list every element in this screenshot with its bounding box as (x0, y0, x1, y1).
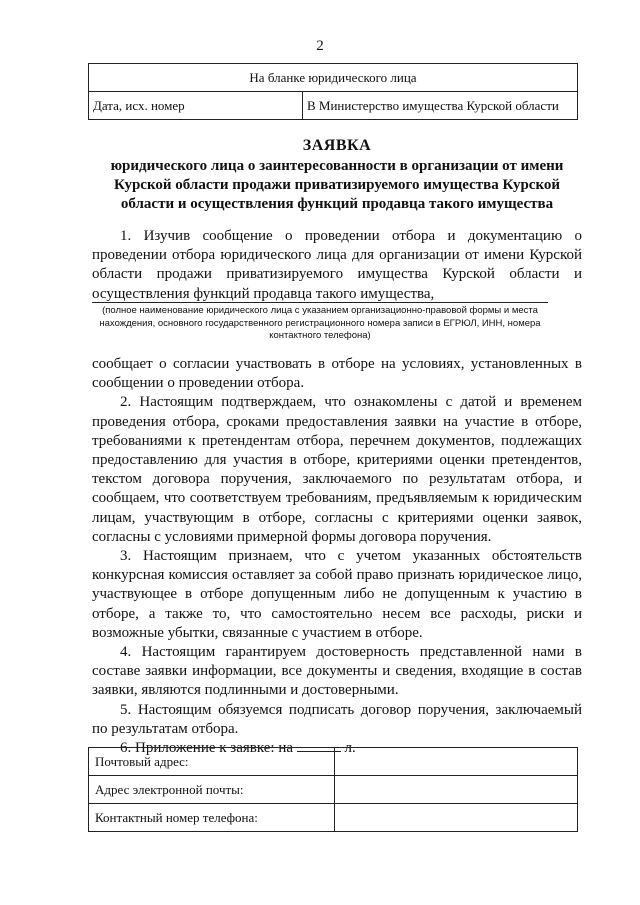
table-row (89, 776, 578, 804)
recipient-cell: В Министерство имущества Курской области (303, 92, 578, 120)
email-label: Адрес электронной почты: (89, 776, 335, 804)
postal-address-label: Почтовый адрес: (89, 748, 335, 776)
attachment-prefix: 6. Приложение к заявке: на (120, 740, 294, 757)
table-row (89, 748, 578, 776)
phone-label: Контактный номер телефона: (89, 804, 335, 832)
phone-value (335, 804, 578, 832)
postal-address-value (335, 748, 578, 776)
paragraph-3: 3. Настоящим признаем, что с учетом указанных обстоятельств конкурсная комиссия оставляет за собой право признать юридическое лицо, участвующее в отборе допущенным либо не допущенным к участию в отборе, а также то, что самостоятельно несем все расходы, риски и возможные убытки, связанные с участием в отборе. (92, 548, 582, 641)
body-text (92, 355, 582, 758)
name-entry-line (92, 302, 548, 303)
attachment-suffix: л. (344, 740, 356, 757)
letterhead-table (88, 63, 578, 120)
contact-table (88, 747, 578, 832)
footnote-hint: (полное наименование юридического лица с указанием организационно-правовой формы и места нахождения, основного государственного регистрационного номера записи в ЕГРЮЛ, ИНН, номера контактного телефона) (99, 305, 541, 341)
document-title (92, 137, 582, 214)
table-row (89, 804, 578, 832)
page-number: 2 (316, 38, 324, 54)
letterhead-cell: На бланке юридического лица (89, 64, 578, 92)
paragraph-2: 2. Настоящим подтверждаем, что ознакомлены с датой и временем проведения отбора, сроками предоставления заявки на участие в отборе, требованиями к претендентам отбора, перечнем документов, подлежащих предоставлению для участия в отборе, критериями оценки претендентов, текстом договора поручения, заключаемого по результатам отбора, и сообщаем, что соответствуем требованиям, предъявляемым к юридическим лицам, участвующим в отборе, согласны с критериями оценки заявок, согласны с условиями примерной формы договора поручения. (92, 394, 582, 545)
paragraph-1: 1. Изучив сообщение о проведении отбора и документацию о проведении отбора юридического лица для организации от имени Курской области продажи приватизируемого имущества Курской области и осуществления функций продавца такого имущества, (92, 228, 582, 302)
title-subtitle: юридического лица о заинтересованности в организации от имени Курской области продажи приватизируемого имущества Курской области и осуществления функций продавца такого имущества (110, 158, 564, 212)
title-main: ЗАЯВКА (302, 137, 372, 154)
paragraph-5: 5. Настоящим обязуемся подписать договор поручения, заключаемый по результатам отбора. (92, 701, 582, 737)
date-number-cell: Дата, исх. номер (89, 92, 303, 120)
paragraph-1-continuation: сообщает о согласии участвовать в отборе на условиях, установленных в сообщении о проведении отбора. (92, 356, 582, 392)
paragraph-4: 4. Настоящим гарантируем достоверность представленной нами в составе заявки информации, все документы и сведения, входящие в состав заявки, являются подлинными и достоверными. (92, 644, 582, 699)
email-value (335, 776, 578, 804)
